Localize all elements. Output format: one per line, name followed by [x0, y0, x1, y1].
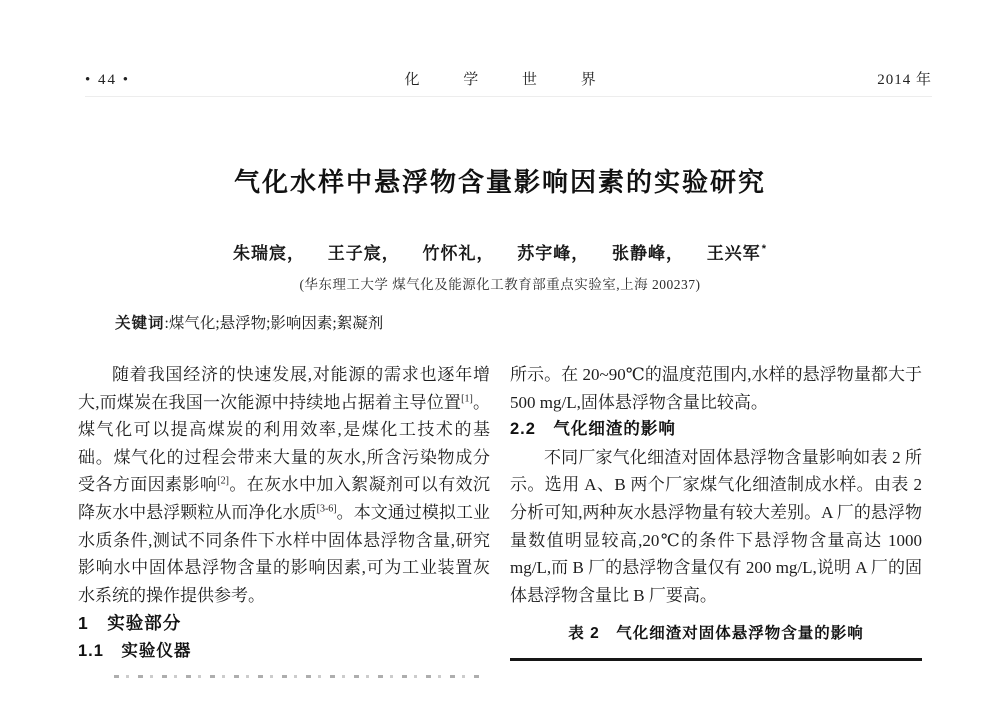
- author-name: 张静峰，: [611, 244, 684, 263]
- clipped-next-line: [114, 675, 486, 678]
- running-head: [85, 68, 932, 89]
- keywords-line: [115, 311, 383, 333]
- page-number: • 44 •: [85, 72, 131, 88]
- affiliation: (华东理工大学 煤气化及能源化工教育部重点实验室,上海 200237): [299, 277, 701, 292]
- author-name: 王子宸，: [327, 244, 400, 263]
- section-1-1-heading: 1.1 实验仪器: [78, 641, 192, 660]
- right-column: [510, 361, 922, 678]
- intro-paragraph: 随着我国经济的快速发展,对能源的需求也逐年增大,而煤炭在我国一次能源中持续地占据着主导位置[1]。煤气化可以提高煤炭的利用效率,是煤化工技术的基础。煤气化的过程会带来大量的灰水,所含污染物成分受各方面因素影响[2]。在灰水中加入絮凝剂可以有效沉降灰水中悬浮颗粒从而净化水质[3-6]。本文通过模拟工业水质条件,测试不同条件下水样中固体悬浮物含量,研究影响水中固体悬浮物含量的影响因素,可为工业装置灰水系统的操作提供参考。: [78, 365, 491, 605]
- keywords-text: :煤气化;悬浮物;影响因素;絮凝剂: [164, 315, 384, 332]
- author-name: 苏宇峰，: [517, 244, 590, 263]
- author-name-last: 王兴军: [706, 244, 761, 263]
- author-name: 朱瑞宸，: [233, 244, 306, 263]
- year-label: 2014 年: [877, 72, 932, 88]
- journal-title: 化 学 世 界: [404, 72, 603, 88]
- table-2-caption: 表 2 气化细渣对固体悬浮物含量的影响: [568, 625, 864, 643]
- slag-paragraph: 不同厂家气化细渣对固体悬浮物含量影响如表 2 所示。选用 A、B 两个厂家煤气化细渣制成水样。由表 2 分析可知,两种灰水悬浮物量有较大差别。A 厂的悬浮物量数值明显较高,20℃的条件下悬浮物含量高达 1000 mg/L,而 B 厂的悬浮物含量仅有 200 mg/L,说明 A 厂的固体悬浮物含量比 B 厂要高。: [510, 447, 922, 605]
- header-rule: [85, 96, 932, 97]
- left-column: [78, 361, 490, 678]
- author-name: 竹怀礼，: [422, 244, 495, 263]
- body-columns: [78, 361, 922, 678]
- authors-line: [0, 239, 1000, 264]
- author-name: [707, 244, 767, 263]
- keywords-label: 关键词: [115, 315, 165, 332]
- article-title: 气化水样中悬浮物含量影响因素的实验研究: [233, 167, 766, 197]
- corresponding-author-mark: *: [761, 243, 767, 256]
- section-1-heading: 1 实验部分: [78, 613, 182, 634]
- table-2-top-rule: [510, 658, 922, 661]
- section-2-2-heading: 2.2 气化细渣的影响: [510, 420, 676, 439]
- continued-paragraph: 所示。在 20~90℃的温度范围内,水样的悬浮物量都大于 500 mg/L,固体悬浮物含量比较高。: [510, 365, 922, 412]
